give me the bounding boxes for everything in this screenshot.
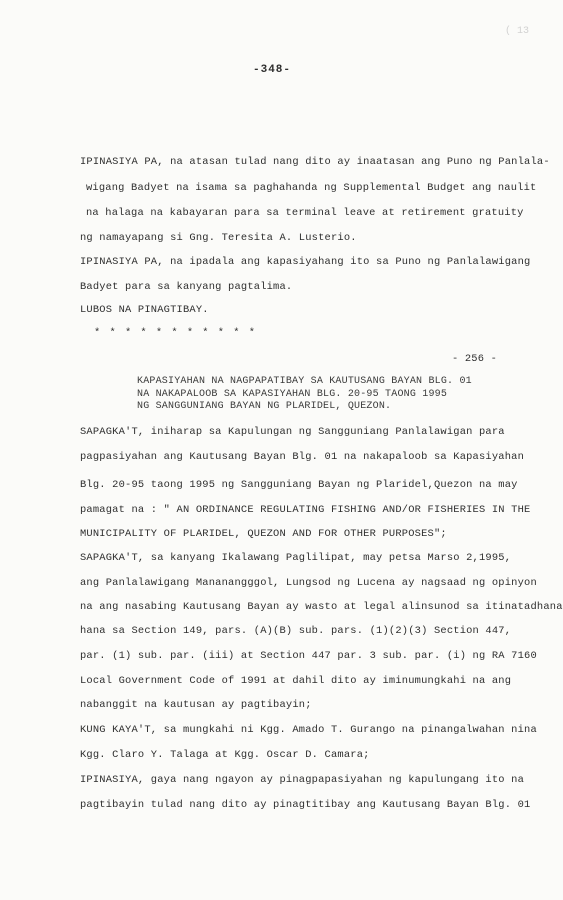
corner-mark: ( 13 bbox=[504, 26, 529, 37]
body-line: pamagat na : " AN ORDINANCE REGULATING FISHING AND/OR FISHERIES IN THE bbox=[80, 504, 531, 516]
resolution-title-line: NG SANGGUNIANG BAYAN NG PLARIDEL, QUEZON. bbox=[137, 401, 392, 412]
body-line: IPINASIYA, gaya nang ngayon ay pinagpapasiyahan ng kapulungang ito na bbox=[80, 774, 525, 786]
body-line: Badyet para sa kanyang pagtalima. bbox=[80, 281, 293, 293]
body-line: SAPAGKA'T, iniharap sa Kapulungan ng Sangguniang Panlalawigan para bbox=[80, 426, 505, 438]
body-line: SAPAGKA'T, sa kanyang Ikalawang Paglilipat, may petsa Marso 2,1995, bbox=[80, 552, 512, 564]
body-line: MUNICIPALITY OF PLARIDEL, QUEZON AND FOR OTHER PURPOSES"; bbox=[80, 528, 447, 540]
body-line: pagpasiyahan ang Kautusang Bayan Blg. 01 na nakapaloob sa Kapasiyahan bbox=[80, 451, 525, 463]
page-number: -348- bbox=[253, 64, 292, 76]
separator-stars: * * * * * * * * * * * bbox=[94, 327, 257, 339]
body-line: Kgg. Claro Y. Talaga at Kgg. Oscar D. Camara; bbox=[80, 749, 370, 761]
resolution-number: - 256 - bbox=[452, 353, 498, 365]
body-line: nabanggit na kautusan ay pagtibayin; bbox=[80, 699, 312, 711]
body-line: na halaga na kabayaran para sa terminal leave at retirement gratuity bbox=[86, 207, 524, 219]
body-line: IPINASIYA PA, na ipadala ang kapasiyahang ito sa Puno ng Panlalawigang bbox=[80, 256, 531, 268]
body-line: KUNG KAYA'T, sa mungkahi ni Kgg. Amado T. Gurango na pinangalwahan nina bbox=[80, 724, 537, 736]
body-line: LUBOS NA PINAGTIBAY. bbox=[80, 304, 209, 316]
body-line: pagtibayin tulad nang dito ay pinagtitibay ang Kautusang Bayan Blg. 01 bbox=[80, 799, 531, 811]
body-line: ang Panlalawigang Mananangggol, Lungsod ng Lucena ay nagsaad ng opinyon bbox=[80, 577, 537, 589]
body-line: Blg. 20-95 taong 1995 ng Sangguniang Bayan ng Plaridel,Quezon na may bbox=[80, 479, 518, 491]
resolution-title-line: KAPASIYAHAN NA NAGPAPATIBAY SA KAUTUSANG BAYAN BLG. 01 bbox=[137, 376, 472, 387]
body-line: IPINASIYA PA, na atasan tulad nang dito ay inaatasan ang Puno ng Panlala- bbox=[80, 156, 550, 168]
body-line: na ang nasabing Kautusang Bayan ay wasto at legal alinsunod sa itinatadhana bbox=[80, 601, 563, 613]
body-line: ng namayapang si Gng. Teresita A. Lusterio. bbox=[80, 232, 357, 244]
resolution-title-line: NA NAKAPALOOB SA KAPASIYAHAN BLG. 20-95 TAONG 1995 bbox=[137, 389, 448, 400]
body-line: hana sa Section 149, pars. (A)(B) sub. pars. (1)(2)(3) Section 447, bbox=[80, 625, 512, 637]
body-line: wigang Badyet na isama sa paghahanda ng Supplemental Budget ang naulit bbox=[86, 182, 537, 194]
body-line: Local Government Code of 1991 at dahil dito ay iminumungkahi na ang bbox=[80, 675, 512, 687]
body-line: par. (1) sub. par. (iii) at Section 447 par. 3 sub. par. (i) ng RA 7160 bbox=[80, 650, 537, 662]
